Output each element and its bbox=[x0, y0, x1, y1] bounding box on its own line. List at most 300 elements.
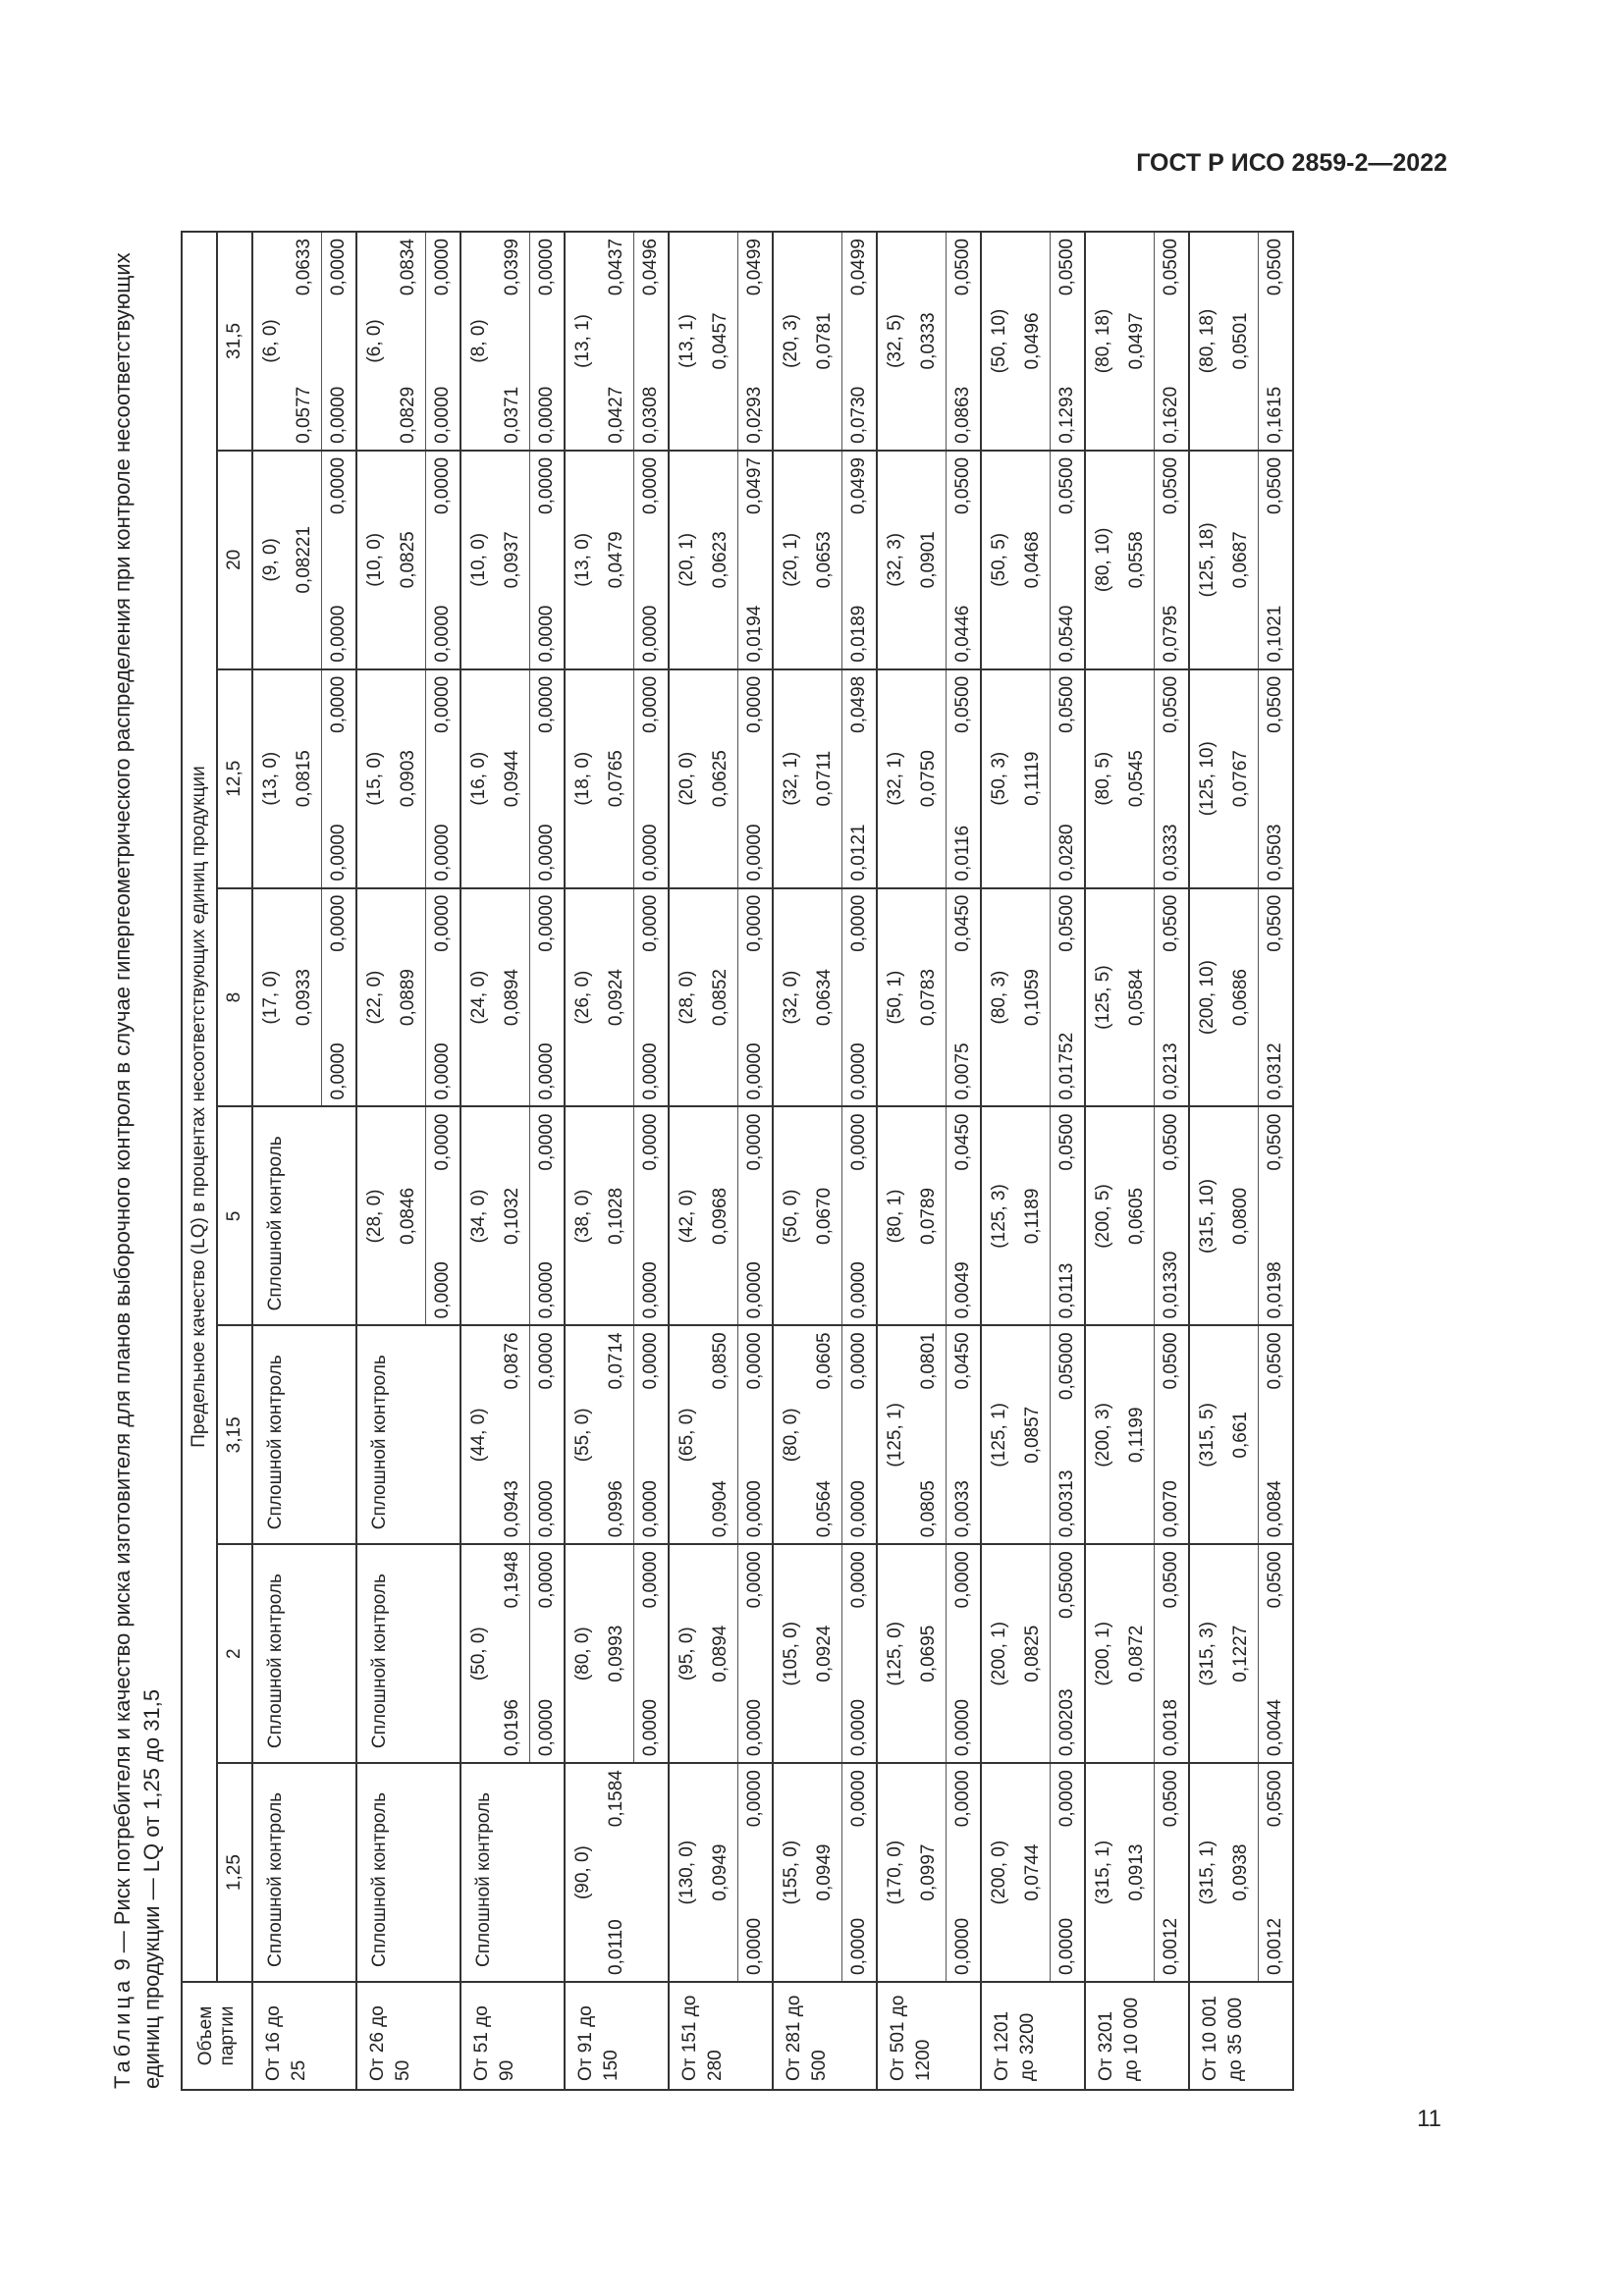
sampling-plan: (32, 1) bbox=[885, 751, 905, 806]
sampling-plan: (20, 3) bbox=[781, 313, 801, 368]
producer-risk-values bbox=[946, 1764, 980, 1981]
risk-value: 0,0801 bbox=[918, 1332, 939, 1390]
risk-value: 0,0500 bbox=[1056, 675, 1077, 733]
risk-value: 0,0000 bbox=[328, 456, 349, 514]
table-cell bbox=[460, 669, 565, 888]
consumer-risk-value: 0,0944 bbox=[502, 750, 522, 808]
risk-value: 0,0000 bbox=[744, 1332, 765, 1390]
producer-risk-values bbox=[737, 452, 772, 668]
consumer-risk-value: 0,0634 bbox=[814, 969, 835, 1027]
lot-size-cell: От 3201 до 10 000 bbox=[1085, 1982, 1189, 2090]
risk-value: 0,0500 bbox=[1161, 1113, 1181, 1171]
risk-value: 0,0834 bbox=[398, 239, 418, 296]
risk-value: 0,0876 bbox=[502, 1332, 522, 1390]
risk-value: 0,0000 bbox=[536, 1480, 557, 1538]
table-cell bbox=[669, 1763, 773, 1982]
producer-risk-values bbox=[1258, 1108, 1292, 1325]
table-cell bbox=[669, 1325, 773, 1544]
producer-risk-values bbox=[737, 1545, 772, 1762]
consumer-risk-value: 0,0872 bbox=[1126, 1625, 1147, 1682]
producer-risk-values bbox=[321, 889, 355, 1106]
table-cell bbox=[1085, 1544, 1189, 1763]
risk-value: 0,0450 bbox=[952, 894, 973, 952]
table-cell bbox=[981, 1325, 1085, 1544]
sampling-plan: (42, 0) bbox=[677, 1189, 697, 1244]
sampling-plan: (38, 0) bbox=[572, 1189, 593, 1244]
risk-value: 0,0500 bbox=[1161, 675, 1181, 733]
sampling-plan: (125, 0) bbox=[885, 1621, 905, 1686]
risk-value: 0,0293 bbox=[744, 386, 765, 444]
consumer-risk-values bbox=[288, 233, 321, 450]
sampling-plan: (18, 0) bbox=[572, 751, 593, 806]
risk-value: 0,0500 bbox=[1265, 1113, 1285, 1171]
producer-risk-values bbox=[321, 670, 355, 887]
risk-value: 0,05000 bbox=[1056, 1551, 1077, 1619]
consumer-risk-value: 0,0783 bbox=[918, 969, 939, 1027]
risk-value: 0,0000 bbox=[536, 456, 557, 514]
table-cell bbox=[1085, 451, 1189, 669]
risk-value: 0,0450 bbox=[952, 1332, 973, 1390]
consumer-risk-value: 0,0468 bbox=[1022, 531, 1043, 589]
risk-value: 0,0499 bbox=[848, 456, 869, 514]
risk-value: 0,0500 bbox=[1265, 1551, 1285, 1609]
producer-risk-values bbox=[1050, 233, 1084, 450]
producer-risk-values bbox=[946, 889, 980, 1106]
producer-risk-values bbox=[529, 1545, 564, 1762]
producer-risk-values bbox=[1258, 452, 1292, 668]
risk-value: 0,0000 bbox=[744, 824, 765, 881]
table-cell bbox=[252, 451, 356, 669]
table-cell bbox=[773, 1107, 877, 1326]
sampling-plan: (50, 0) bbox=[781, 1189, 801, 1244]
consumer-risk-value: 0,0496 bbox=[1022, 312, 1043, 370]
risk-value: 0,0540 bbox=[1056, 605, 1077, 663]
consumer-risk-value: 0,0558 bbox=[1126, 531, 1147, 589]
sampling-plan: (22, 0) bbox=[364, 970, 385, 1025]
consumer-risk-values bbox=[912, 1326, 946, 1543]
table-cell bbox=[1085, 232, 1189, 451]
lot-size-cell: От 1201 до 3200 bbox=[981, 1982, 1085, 2090]
risk-value: 0,0312 bbox=[1265, 1042, 1285, 1100]
consumer-risk-value: 0,0584 bbox=[1126, 969, 1147, 1027]
table-cell bbox=[565, 1763, 669, 1982]
table-cell bbox=[877, 669, 981, 888]
producer-risk-values bbox=[1154, 1326, 1188, 1543]
table-cell bbox=[252, 1763, 356, 1982]
producer-risk-values bbox=[737, 1764, 772, 1981]
risk-value: 0,0189 bbox=[848, 605, 869, 663]
sampling-plan: (80, 5) bbox=[1093, 751, 1113, 806]
risk-value: 0,0000 bbox=[536, 1113, 557, 1171]
producer-risk-values bbox=[737, 1108, 772, 1325]
risk-value: 0,0000 bbox=[432, 824, 453, 881]
risk-value: 0,0499 bbox=[744, 239, 765, 296]
risk-value: 0,0000 bbox=[640, 1261, 661, 1319]
risk-value: 0,0500 bbox=[1161, 239, 1181, 296]
lq-column-header: 1,25 bbox=[217, 1763, 252, 1982]
consumer-risk-value: 0,1028 bbox=[606, 1187, 626, 1245]
table-cell bbox=[1085, 1107, 1189, 1326]
risk-value: 0,0863 bbox=[952, 386, 973, 444]
sampling-plan: (50, 1) bbox=[885, 970, 905, 1025]
risk-value: 0,0213 bbox=[1161, 1042, 1181, 1100]
table-cell bbox=[460, 888, 565, 1107]
consumer-risk-value: 0,08221 bbox=[294, 525, 314, 594]
consumer-risk-value: 0,1119 bbox=[1022, 751, 1043, 806]
consumer-risk-value: 0,1189 bbox=[1022, 1188, 1043, 1245]
sampling-plan: (13, 0) bbox=[572, 532, 593, 587]
table-cell bbox=[565, 669, 669, 888]
producer-risk-values bbox=[841, 1764, 876, 1981]
table-cell bbox=[1189, 232, 1293, 451]
risk-value: 0,0000 bbox=[328, 894, 349, 952]
consumer-risk-value: 0,0933 bbox=[294, 969, 314, 1027]
risk-value: 0,1021 bbox=[1265, 605, 1285, 663]
consumer-risk-value: 0,0894 bbox=[502, 969, 522, 1027]
producer-risk-values bbox=[633, 670, 668, 887]
lq-column-header: 5 bbox=[217, 1107, 252, 1326]
risk-value: 0,0000 bbox=[744, 1551, 765, 1609]
consumer-risk-value: 0,0968 bbox=[710, 1187, 731, 1245]
consumer-risk-value: 0,0924 bbox=[814, 1625, 835, 1682]
risk-value: 0,0000 bbox=[640, 675, 661, 733]
risk-value: 0,0000 bbox=[744, 675, 765, 733]
risk-value: 0,0577 bbox=[294, 386, 314, 444]
risk-value: 0,0000 bbox=[640, 1699, 661, 1757]
risk-value: 0,0399 bbox=[502, 239, 522, 296]
consumer-risk-value: 0,0889 bbox=[398, 969, 418, 1027]
risk-value: 0,0000 bbox=[640, 894, 661, 952]
risk-value: 0,0000 bbox=[432, 1042, 453, 1100]
risk-value: 0,0198 bbox=[1265, 1261, 1285, 1319]
risk-value: 0,0000 bbox=[640, 824, 661, 881]
sampling-plan: (20, 0) bbox=[677, 751, 697, 806]
consumer-risk-value: 0,0949 bbox=[814, 1843, 835, 1901]
table-cell bbox=[1085, 669, 1189, 888]
risk-value: 0,0605 bbox=[814, 1332, 835, 1390]
risk-value: 0,1584 bbox=[606, 1770, 626, 1828]
risk-value: 0,0500 bbox=[1265, 1332, 1285, 1390]
producer-risk-values bbox=[946, 1326, 980, 1543]
consumer-risk-value: 0,0687 bbox=[1230, 531, 1251, 589]
sampling-plan: (80, 10) bbox=[1093, 527, 1113, 593]
consumer-risk-values bbox=[600, 233, 633, 450]
table-cell bbox=[460, 1107, 565, 1326]
sampling-plan: (155, 0) bbox=[781, 1840, 801, 1905]
table-cell bbox=[565, 1325, 669, 1544]
producer-risk-values bbox=[1154, 1545, 1188, 1762]
producer-risk-values bbox=[425, 233, 460, 450]
producer-risk-values bbox=[633, 233, 668, 450]
producer-risk-values bbox=[841, 233, 876, 450]
lot-size-cell: От 501 до 1200 bbox=[877, 1982, 981, 2090]
sampling-plan: (200, 0) bbox=[989, 1840, 1009, 1905]
sampling-plan: (200, 3) bbox=[1093, 1403, 1113, 1468]
sampling-plan: (315, 1) bbox=[1197, 1840, 1218, 1905]
consumer-risk-values bbox=[496, 1545, 529, 1762]
risk-value: 0,0500 bbox=[1265, 239, 1285, 296]
consumer-risk-value: 0,0457 bbox=[710, 312, 731, 370]
risk-value: 0,05000 bbox=[1056, 1332, 1077, 1401]
producer-risk-values bbox=[633, 1108, 668, 1325]
risk-value: 0,0500 bbox=[952, 675, 973, 733]
consumer-risk-value: 0,0695 bbox=[918, 1625, 939, 1682]
table-cell bbox=[565, 888, 669, 1107]
risk-value: 0,0000 bbox=[952, 1699, 973, 1757]
table-cell bbox=[565, 1107, 669, 1326]
risk-value: 0,0000 bbox=[744, 1699, 765, 1757]
risk-value: 0,0500 bbox=[1265, 1770, 1285, 1828]
producer-risk-values bbox=[1050, 1764, 1084, 1981]
consumer-risk-value: 0,0825 bbox=[398, 531, 418, 589]
risk-value: 0,1293 bbox=[1056, 386, 1077, 444]
table-cell bbox=[460, 451, 565, 669]
sampling-plan: (315, 1) bbox=[1093, 1840, 1113, 1905]
producer-risk-values bbox=[529, 233, 564, 450]
consumer-risk-value: 0,1227 bbox=[1230, 1625, 1251, 1682]
consumer-risk-value: 0,1199 bbox=[1126, 1407, 1147, 1464]
producer-risk-values bbox=[841, 1326, 876, 1543]
risk-value: 0,0110 bbox=[606, 1919, 626, 1975]
sampling-plan: (15, 0) bbox=[364, 751, 385, 806]
caption-text: 9 — Риск потребителя и качество риска изготовителя для планов выборочного контроля в случае гипергеометрического распределения при контроле несоответствующих единиц продукции — LQ от 1,25 до 31,5 bbox=[110, 252, 164, 2089]
risk-value: 0,0000 bbox=[952, 1917, 973, 1975]
risk-value: 0,0730 bbox=[848, 386, 869, 444]
table-cell bbox=[356, 451, 460, 669]
lq-column-header: 8 bbox=[217, 888, 252, 1107]
risk-value: 0,0496 bbox=[640, 239, 661, 296]
producer-risk-values bbox=[841, 670, 876, 887]
risk-value: 0,0018 bbox=[1161, 1699, 1181, 1757]
risk-value: 0,0500 bbox=[952, 239, 973, 296]
sampling-plan: (170, 0) bbox=[885, 1840, 905, 1905]
sampling-plan: (26, 0) bbox=[572, 970, 593, 1025]
sampling-plan: (80, 3) bbox=[989, 970, 1009, 1025]
lq-header: Предельное качество (LQ) в процентах несоответствующих единиц продукции bbox=[182, 232, 217, 1982]
table-cell bbox=[356, 1763, 460, 1982]
table-cell bbox=[1085, 1325, 1189, 1544]
lq-column-header: 20 bbox=[217, 451, 252, 669]
risk-value: 0,0000 bbox=[952, 1551, 973, 1609]
sampling-plan: (32, 0) bbox=[781, 970, 801, 1025]
risk-value: 0,0000 bbox=[328, 386, 349, 444]
full-inspection-text: Сплошной контроль bbox=[473, 1791, 494, 1967]
producer-risk-values bbox=[633, 1326, 668, 1543]
risk-value: 0,0000 bbox=[536, 1699, 557, 1757]
producer-risk-values bbox=[529, 670, 564, 887]
consumer-risk-value: 0,0903 bbox=[398, 750, 418, 808]
risk-value: 0,0084 bbox=[1265, 1480, 1285, 1538]
table-cell bbox=[252, 1107, 356, 1326]
table-cell bbox=[1189, 451, 1293, 669]
consumer-risk-value: 0,661 bbox=[1230, 1412, 1251, 1459]
producer-risk-values bbox=[425, 1108, 460, 1325]
sampling-plan: (125, 10) bbox=[1197, 741, 1218, 817]
consumer-risk-values bbox=[496, 233, 529, 450]
table-cell bbox=[1189, 1544, 1293, 1763]
sampling-plan: (13, 0) bbox=[260, 751, 281, 806]
document-header: ГОСТ Р ИСО 2859-2—2022 bbox=[1136, 149, 1447, 177]
sampling-plan: (32, 5) bbox=[885, 313, 905, 368]
risk-value: 0,0000 bbox=[432, 605, 453, 663]
table-cell bbox=[460, 232, 565, 451]
full-inspection-text: Сплошной контроль bbox=[265, 1574, 286, 1749]
producer-risk-values bbox=[946, 1108, 980, 1325]
sampling-plan: (10, 0) bbox=[468, 532, 489, 587]
table-cell bbox=[356, 1325, 460, 1544]
table-cell bbox=[1189, 1107, 1293, 1326]
full-inspection-text: Сплошной контроль bbox=[369, 1791, 390, 1967]
table-cell bbox=[1189, 669, 1293, 888]
sampling-plan: (24, 0) bbox=[468, 970, 489, 1025]
consumer-risk-value: 0,1059 bbox=[1022, 969, 1043, 1027]
table-cell bbox=[877, 1544, 981, 1763]
risk-value: 0,0000 bbox=[536, 894, 557, 952]
risk-value: 0,0000 bbox=[848, 1332, 869, 1390]
table-cell bbox=[460, 1544, 565, 1763]
risk-value: 0,0000 bbox=[640, 1042, 661, 1100]
consumer-risk-values bbox=[392, 233, 425, 450]
risk-value: 0,0000 bbox=[744, 1480, 765, 1538]
risk-value: 0,0000 bbox=[640, 1332, 661, 1390]
table-caption bbox=[108, 226, 167, 2089]
risk-value: 0,0500 bbox=[1265, 456, 1285, 514]
sampling-plan: (95, 0) bbox=[677, 1627, 697, 1682]
producer-risk-values bbox=[1154, 670, 1188, 887]
risk-value: 0,0070 bbox=[1161, 1480, 1181, 1538]
producer-risk-values bbox=[841, 452, 876, 668]
producer-risk-values bbox=[321, 233, 355, 450]
producer-risk-values bbox=[529, 452, 564, 668]
consumer-risk-value: 0,0767 bbox=[1230, 750, 1251, 808]
sampling-plan: (200, 10) bbox=[1197, 960, 1218, 1036]
risk-value: 0,0000 bbox=[848, 1113, 869, 1171]
risk-value: 0,0000 bbox=[744, 894, 765, 952]
table-cell bbox=[773, 1544, 877, 1763]
table-cell bbox=[1085, 1763, 1189, 1982]
producer-risk-values bbox=[1050, 1545, 1084, 1762]
producer-risk-values bbox=[737, 670, 772, 887]
sampling-plan: (32, 1) bbox=[781, 751, 801, 806]
risk-value: 0,0850 bbox=[710, 1332, 731, 1390]
sampling-plan: (200, 5) bbox=[1093, 1184, 1113, 1249]
table-cell bbox=[773, 1325, 877, 1544]
lq-column-header: 3,15 bbox=[217, 1325, 252, 1544]
full-inspection-text: Сплошной контроль bbox=[265, 1355, 286, 1530]
sampling-plan: (125, 3) bbox=[989, 1184, 1009, 1249]
risk-value: 0,0633 bbox=[294, 239, 314, 296]
producer-risk-values bbox=[1154, 233, 1188, 450]
sampling-plan: (90, 0) bbox=[572, 1845, 593, 1900]
producer-risk-values bbox=[1258, 1545, 1292, 1762]
table-cell bbox=[877, 888, 981, 1107]
risk-value: 0,0904 bbox=[710, 1480, 731, 1538]
risk-value: 0,0000 bbox=[536, 1551, 557, 1609]
sampling-plan: (80, 1) bbox=[885, 1189, 905, 1244]
producer-risk-values bbox=[529, 1108, 564, 1325]
risk-value: 0,0000 bbox=[536, 386, 557, 444]
table-cell bbox=[356, 669, 460, 888]
table-cell bbox=[981, 669, 1085, 888]
risk-value: 0,0000 bbox=[432, 894, 453, 952]
consumer-risk-values bbox=[496, 1326, 529, 1543]
producer-risk-values bbox=[1050, 1108, 1084, 1325]
consumer-risk-value: 0,0686 bbox=[1230, 969, 1251, 1027]
table-cell bbox=[877, 232, 981, 451]
risk-value: 0,1948 bbox=[502, 1551, 522, 1609]
table-row bbox=[460, 232, 565, 2090]
risk-value: 0,0000 bbox=[848, 1261, 869, 1319]
consumer-risk-values bbox=[704, 1326, 737, 1543]
sampling-plan: (20, 1) bbox=[781, 532, 801, 587]
risk-value: 0,0000 bbox=[432, 456, 453, 514]
risk-value: 0,0500 bbox=[1161, 894, 1181, 952]
producer-risk-values bbox=[633, 452, 668, 668]
table-cell bbox=[565, 232, 669, 451]
risk-value: 0,0000 bbox=[640, 605, 661, 663]
producer-risk-values bbox=[841, 1108, 876, 1325]
sampling-plan: (9, 0) bbox=[260, 538, 281, 582]
sampling-plan: (125, 1) bbox=[989, 1403, 1009, 1468]
producer-risk-values bbox=[946, 233, 980, 450]
risk-value: 0,0000 bbox=[848, 1699, 869, 1757]
sampling-plan: (315, 5) bbox=[1197, 1403, 1218, 1468]
table-cell bbox=[981, 888, 1085, 1107]
consumer-risk-value: 0,0653 bbox=[814, 531, 835, 589]
lq-column-header: 12,5 bbox=[217, 669, 252, 888]
sampling-plan: (50, 5) bbox=[989, 532, 1009, 587]
consumer-risk-value: 0,0825 bbox=[1022, 1625, 1043, 1682]
risk-value: 0,0500 bbox=[952, 456, 973, 514]
table-cell bbox=[773, 1763, 877, 1982]
risk-value: 0,01752 bbox=[1056, 1032, 1077, 1100]
risk-value: 0,0000 bbox=[536, 824, 557, 881]
risk-value: 0,0075 bbox=[952, 1042, 973, 1100]
table-cell bbox=[669, 669, 773, 888]
sampling-plan: (32, 3) bbox=[885, 532, 905, 587]
sampling-plan: (44, 0) bbox=[468, 1408, 489, 1463]
sampling-plan: (13, 1) bbox=[677, 313, 697, 368]
consumer-risk-value: 0,0949 bbox=[710, 1843, 731, 1901]
risk-value: 0,0000 bbox=[536, 605, 557, 663]
full-inspection-text: Сплошной контроль bbox=[265, 1791, 286, 1967]
sampling-plan: (55, 0) bbox=[572, 1408, 593, 1463]
lq-risk-table bbox=[181, 231, 1294, 2091]
consumer-risk-values bbox=[808, 1326, 841, 1543]
table-cell bbox=[356, 888, 460, 1107]
consumer-risk-value: 0,0913 bbox=[1126, 1843, 1147, 1901]
sampling-plan: (315, 3) bbox=[1197, 1621, 1218, 1686]
risk-value: 0,0033 bbox=[952, 1480, 973, 1538]
table-row bbox=[773, 232, 877, 2090]
risk-value: 0,0829 bbox=[398, 386, 418, 444]
sampling-plan: (315, 10) bbox=[1197, 1178, 1218, 1254]
producer-risk-values bbox=[1050, 889, 1084, 1106]
risk-value: 0,0437 bbox=[606, 239, 626, 296]
page-number: 11 bbox=[1417, 2106, 1441, 2132]
risk-value: 0,0499 bbox=[848, 239, 869, 296]
sampling-plan: (8, 0) bbox=[468, 319, 489, 363]
producer-risk-values bbox=[946, 1545, 980, 1762]
producer-risk-values bbox=[425, 889, 460, 1106]
risk-value: 0,0000 bbox=[432, 239, 453, 296]
table-cell bbox=[981, 232, 1085, 451]
risk-value: 0,0000 bbox=[432, 675, 453, 733]
risk-value: 0,0308 bbox=[640, 386, 661, 444]
lq-column-header: 2 bbox=[217, 1544, 252, 1763]
consumer-risk-value: 0,0545 bbox=[1126, 750, 1147, 808]
risk-value: 0,0000 bbox=[536, 1042, 557, 1100]
